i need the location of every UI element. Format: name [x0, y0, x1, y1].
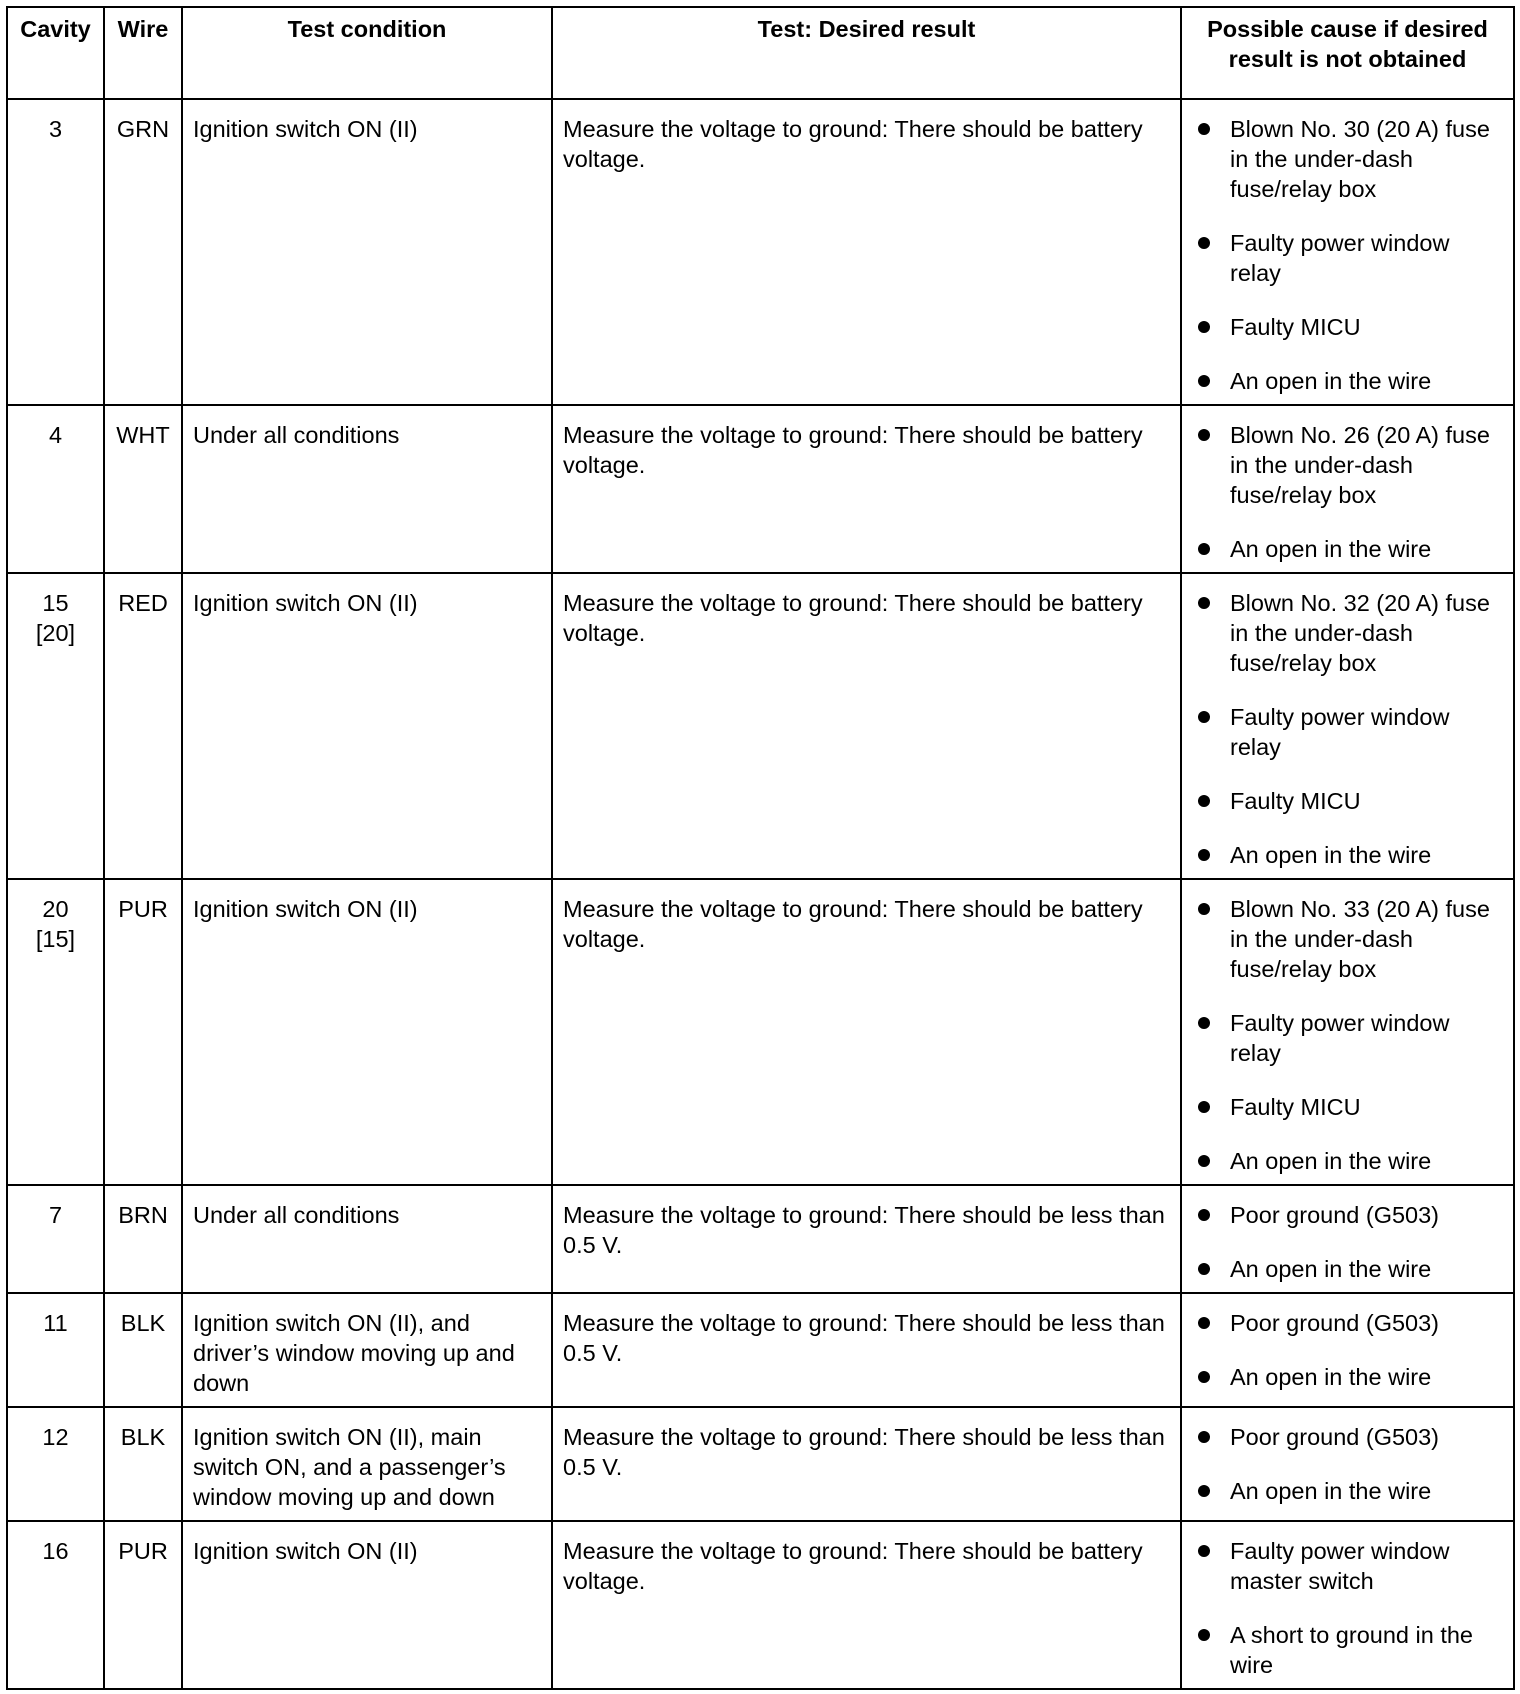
list-item [1192, 1008, 1503, 1068]
cavity-cell [7, 99, 104, 405]
cavity-number: 12 [42, 1424, 69, 1450]
cause-text: Blown No. 30 (20 A) fuse in the under-dash fuse/relay box [1230, 116, 1490, 202]
table-row [7, 1293, 1514, 1407]
cause-list [1192, 1200, 1503, 1284]
cause-list [1192, 894, 1503, 1176]
test-condition-cell: Under all conditions [182, 1185, 552, 1293]
bullet-icon [1198, 597, 1210, 609]
list-item [1192, 1146, 1503, 1176]
cavity-number: 4 [48, 422, 63, 448]
cause-text: An open in the wire [1230, 842, 1432, 868]
list-item [1192, 534, 1503, 564]
cavity-number: 3 [48, 116, 63, 142]
test-condition-cell: Ignition switch ON (II) [182, 1521, 552, 1689]
table-row [7, 405, 1514, 573]
test-condition-cell: Ignition switch ON (II) [182, 573, 552, 879]
bullet-icon [1198, 849, 1210, 861]
cavity-number: 11 [43, 1310, 68, 1336]
bullet-icon [1198, 123, 1210, 135]
test-condition-cell: Ignition switch ON (II), main switch ON, and a passenger’s window moving up and down [182, 1407, 552, 1521]
wire-color-cell: BLK [104, 1293, 182, 1407]
possible-cause-cell [1181, 99, 1514, 405]
table-row [7, 1185, 1514, 1293]
list-item [1192, 1092, 1503, 1122]
bullet-icon [1198, 237, 1210, 249]
list-item [1192, 228, 1503, 288]
cavity-cell [7, 1407, 104, 1521]
cause-text: Blown No. 33 (20 A) fuse in the under-dash fuse/relay box [1230, 896, 1490, 982]
bullet-icon [1198, 321, 1210, 333]
table-row [7, 99, 1514, 405]
possible-cause-cell [1181, 405, 1514, 573]
cavity-cell [7, 1521, 104, 1689]
test-condition-cell: Under all conditions [182, 405, 552, 573]
list-item [1192, 420, 1503, 510]
test-condition-cell: Ignition switch ON (II), and driver’s window moving up and down [182, 1293, 552, 1407]
bullet-icon [1198, 903, 1210, 915]
bullet-icon [1198, 1317, 1210, 1329]
header-cavity: Cavity [7, 7, 104, 99]
bullet-icon [1198, 1017, 1210, 1029]
list-item [1192, 114, 1503, 204]
diagnostic-table-container [6, 6, 1515, 1690]
possible-cause-cell [1181, 879, 1514, 1185]
bullet-icon [1198, 711, 1210, 723]
cause-text: Faulty power window relay [1230, 704, 1450, 760]
cause-list [1192, 420, 1503, 564]
cause-text: Faulty power window master switch [1230, 1538, 1450, 1594]
list-item [1192, 894, 1503, 984]
possible-cause-cell [1181, 573, 1514, 879]
cause-text: Poor ground (G503) [1230, 1202, 1440, 1228]
bullet-icon [1198, 1431, 1210, 1443]
possible-cause-cell [1181, 1185, 1514, 1293]
cavity-cell [7, 1293, 104, 1407]
list-item [1192, 1620, 1503, 1680]
bullet-icon [1198, 375, 1210, 387]
cause-text: A short to ground in the wire [1230, 1622, 1473, 1678]
list-item [1192, 1536, 1503, 1596]
possible-cause-cell [1181, 1407, 1514, 1521]
wire-color-cell: BLK [104, 1407, 182, 1521]
cavity-number: 16 [42, 1538, 69, 1564]
cause-list [1192, 1422, 1503, 1506]
bullet-icon [1198, 1101, 1210, 1113]
wire-color-cell: BRN [104, 1185, 182, 1293]
desired-result-cell: Measure the voltage to ground: There should be battery voltage. [552, 573, 1181, 879]
bullet-icon [1198, 1263, 1210, 1275]
bullet-icon [1198, 1629, 1210, 1641]
table-row [7, 1407, 1514, 1521]
cavity-number: 7 [48, 1202, 63, 1228]
list-item [1192, 588, 1503, 678]
cause-text: Faulty power window relay [1230, 230, 1450, 286]
cause-text: Poor ground (G503) [1230, 1424, 1440, 1450]
list-item [1192, 1254, 1503, 1284]
cavity-alternate-number: [15] [35, 926, 76, 952]
list-item [1192, 1308, 1503, 1338]
bullet-icon [1198, 429, 1210, 441]
bullet-icon [1198, 1155, 1210, 1167]
wire-color-cell: WHT [104, 405, 182, 573]
desired-result-cell: Measure the voltage to ground: There should be battery voltage. [552, 879, 1181, 1185]
cause-text: An open in the wire [1230, 536, 1432, 562]
desired-result-cell: Measure the voltage to ground: There should be less than 0.5 V. [552, 1185, 1181, 1293]
list-item [1192, 312, 1503, 342]
cause-list [1192, 1308, 1503, 1392]
cause-text: Faulty MICU [1230, 1094, 1361, 1120]
list-item [1192, 1422, 1503, 1452]
bullet-icon [1198, 1371, 1210, 1383]
cavity-cell [7, 879, 104, 1185]
cause-text: An open in the wire [1230, 1256, 1432, 1282]
cause-text: Faulty MICU [1230, 788, 1361, 814]
table-row [7, 573, 1514, 879]
bullet-icon [1198, 1209, 1210, 1221]
cause-text: An open in the wire [1230, 1364, 1432, 1390]
possible-cause-cell [1181, 1521, 1514, 1689]
header-test-condition: Test condition [182, 7, 552, 99]
wire-color-cell: PUR [104, 1521, 182, 1689]
header-row [7, 7, 1514, 99]
bullet-icon [1198, 1485, 1210, 1497]
cause-list [1192, 114, 1503, 396]
wire-color-cell: PUR [104, 879, 182, 1185]
desired-result-cell: Measure the voltage to ground: There should be less than 0.5 V. [552, 1293, 1181, 1407]
wire-color-cell: GRN [104, 99, 182, 405]
connector-test-table [6, 6, 1515, 1690]
cause-text: Poor ground (G503) [1230, 1310, 1440, 1336]
cause-list [1192, 1536, 1503, 1680]
cavity-number: 20 [42, 896, 69, 922]
cause-text: Blown No. 32 (20 A) fuse in the under-dash fuse/relay box [1230, 590, 1490, 676]
cause-text: Faulty MICU [1230, 314, 1361, 340]
test-condition-cell: Ignition switch ON (II) [182, 879, 552, 1185]
header-possible-cause: Possible cause if desired result is not obtained [1181, 7, 1514, 99]
table-row [7, 879, 1514, 1185]
desired-result-cell: Measure the voltage to ground: There should be battery voltage. [552, 405, 1181, 573]
cause-text: Faulty power window relay [1230, 1010, 1450, 1066]
test-condition-cell: Ignition switch ON (II) [182, 99, 552, 405]
table-row [7, 1521, 1514, 1689]
header-desired-result: Test: Desired result [552, 7, 1181, 99]
cavity-number: 15 [42, 590, 69, 616]
cause-text: An open in the wire [1230, 368, 1432, 394]
cavity-cell [7, 1185, 104, 1293]
list-item [1192, 786, 1503, 816]
cause-list [1192, 588, 1503, 870]
list-item [1192, 702, 1503, 762]
bullet-icon [1198, 795, 1210, 807]
header-wire: Wire [104, 7, 182, 99]
list-item [1192, 1200, 1503, 1230]
list-item [1192, 840, 1503, 870]
list-item [1192, 1476, 1503, 1506]
wire-color-cell: RED [104, 573, 182, 879]
possible-cause-cell [1181, 1293, 1514, 1407]
cavity-cell [7, 405, 104, 573]
desired-result-cell: Measure the voltage to ground: There should be battery voltage. [552, 1521, 1181, 1689]
list-item [1192, 1362, 1503, 1392]
cause-text: Blown No. 26 (20 A) fuse in the under-dash fuse/relay box [1230, 422, 1490, 508]
bullet-icon [1198, 543, 1210, 555]
cavity-alternate-number: [20] [35, 620, 76, 646]
cavity-cell [7, 573, 104, 879]
desired-result-cell: Measure the voltage to ground: There should be less than 0.5 V. [552, 1407, 1181, 1521]
desired-result-cell: Measure the voltage to ground: There should be battery voltage. [552, 99, 1181, 405]
cause-text: An open in the wire [1230, 1478, 1432, 1504]
cause-text: An open in the wire [1230, 1148, 1432, 1174]
bullet-icon [1198, 1545, 1210, 1557]
list-item [1192, 366, 1503, 396]
